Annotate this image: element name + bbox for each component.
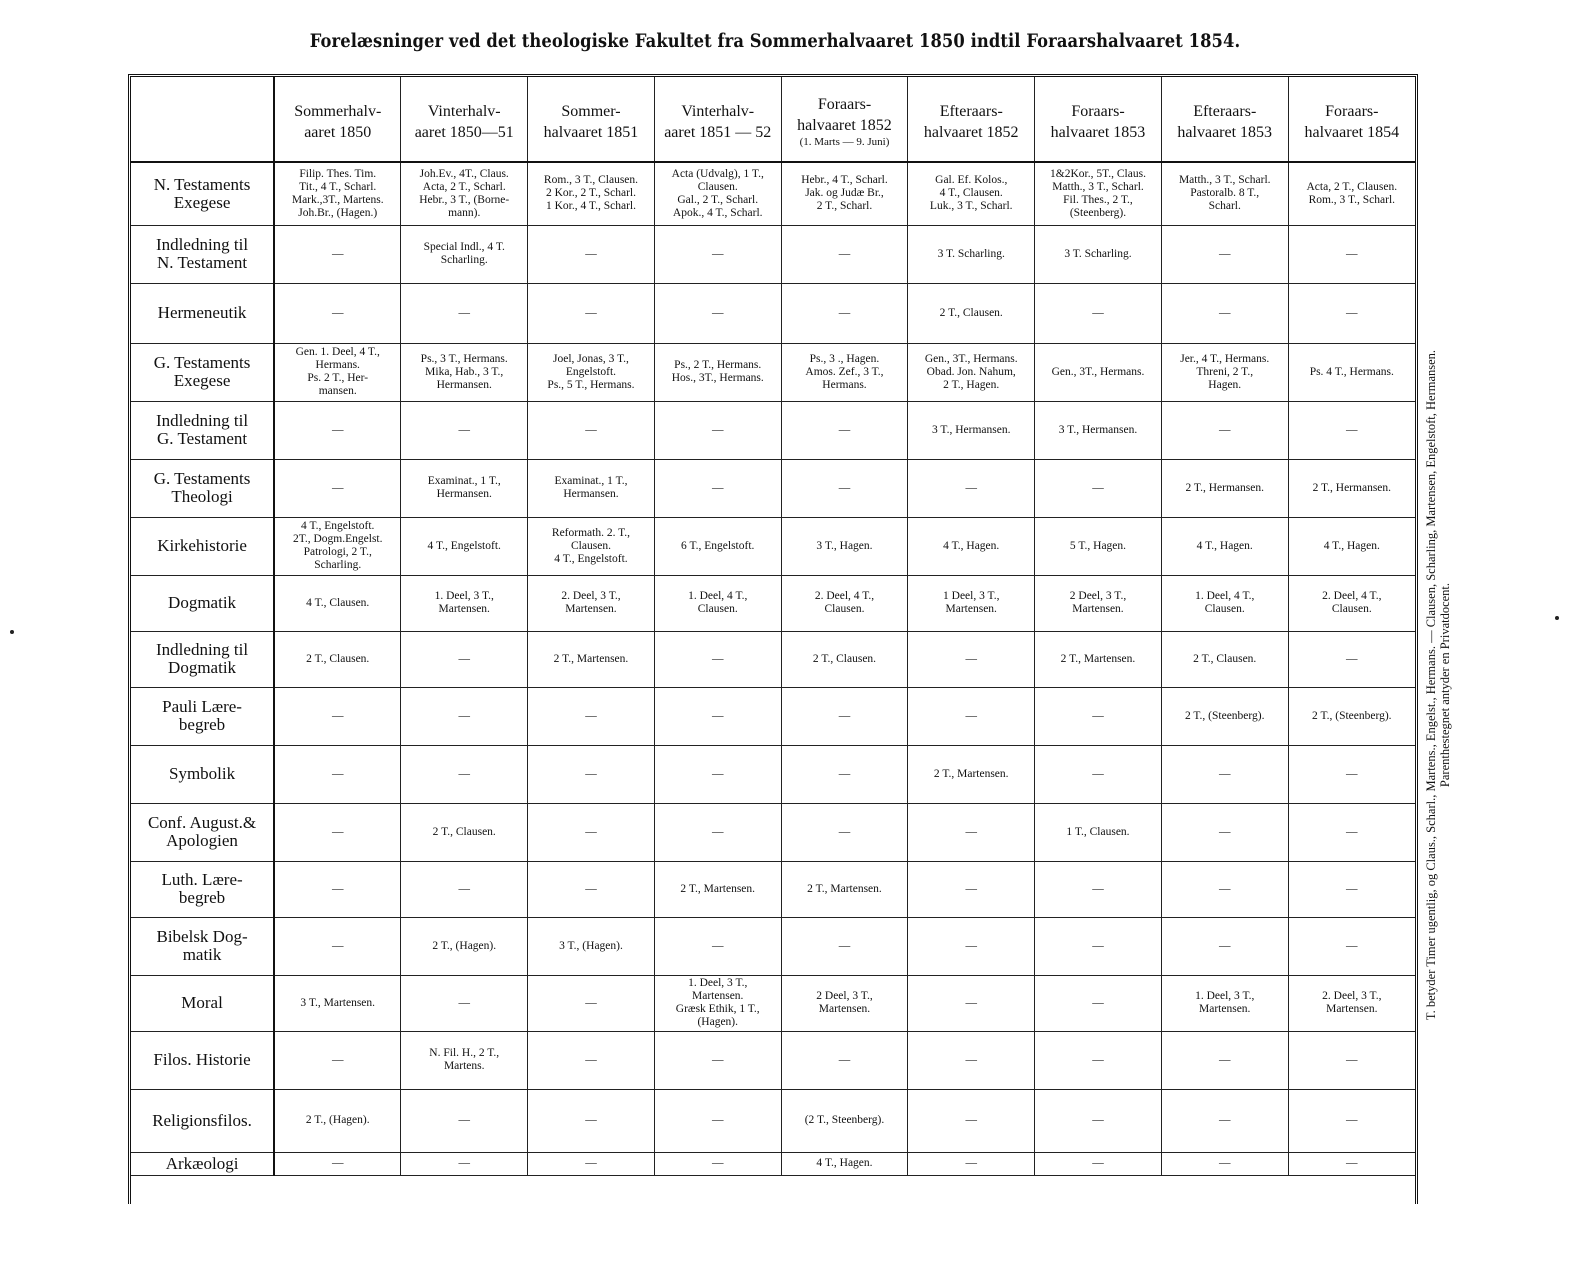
table-cell: 3 T., Hagen. xyxy=(781,517,908,575)
row-label: G. Testaments Theologi xyxy=(131,459,274,517)
table-row xyxy=(131,1089,1415,1152)
table-cell: — xyxy=(1161,401,1288,459)
table-row xyxy=(131,575,1415,631)
table-cell: 2 T., Clausen. xyxy=(908,283,1035,343)
table-cell: Acta (Udvalg), 1 T., Clausen. Gal., 2 T., Scharl. Apok., 4 T., Scharl. xyxy=(654,162,781,225)
table-cell: — xyxy=(654,1031,781,1089)
row-label: Indledning til N. Testament xyxy=(131,225,274,283)
table-cell: 1. Deel, 3 T., Martensen. xyxy=(401,575,528,631)
table-cell: — xyxy=(781,803,908,861)
table-cell: — xyxy=(1161,225,1288,283)
row-label: Kirkehistorie xyxy=(131,517,274,575)
table-cell: — xyxy=(1288,745,1415,803)
column-header-label: Foraars- halvaaret 1853 xyxy=(1050,102,1146,141)
table-cell: 2 T., Clausen. xyxy=(274,631,401,687)
table-cell: — xyxy=(528,1152,655,1175)
margin-speck xyxy=(1555,616,1559,620)
table-cell: — xyxy=(1035,1152,1162,1175)
table-cell: — xyxy=(781,459,908,517)
table-row xyxy=(131,343,1415,401)
table-cell: — xyxy=(1288,1089,1415,1152)
column-header-label: Vinterhalv- aaret 1850—51 xyxy=(414,102,514,141)
table-cell: — xyxy=(908,975,1035,1031)
table-cell: — xyxy=(654,631,781,687)
table-cell: — xyxy=(274,803,401,861)
table-cell: — xyxy=(908,1089,1035,1152)
table-cell: — xyxy=(401,1089,528,1152)
table-cell: 2 T., Clausen. xyxy=(401,803,528,861)
column-header xyxy=(654,77,781,162)
table-cell: Ps., 3 T., Hermans. Mika, Hab., 3 T., Hermansen. xyxy=(401,343,528,401)
column-header xyxy=(274,77,401,162)
column-header xyxy=(528,77,655,162)
table-cell: 2 T., Hermansen. xyxy=(1288,459,1415,517)
header-row xyxy=(131,77,1415,162)
column-header xyxy=(908,77,1035,162)
table-cell: — xyxy=(528,975,655,1031)
table-cell: — xyxy=(781,283,908,343)
table-cell: — xyxy=(401,745,528,803)
table-cell: — xyxy=(528,225,655,283)
table-cell: Matth., 3 T., Scharl. Pastoralb. 8 T., Scharl. xyxy=(1161,162,1288,225)
table-cell: — xyxy=(654,687,781,745)
table-cell: — xyxy=(1288,401,1415,459)
column-header-label: Efteraars- halvaaret 1852 xyxy=(923,102,1019,141)
margin-speck xyxy=(10,630,14,634)
table-cell: — xyxy=(401,1152,528,1175)
table-cell: — xyxy=(908,1031,1035,1089)
table-cell: 2 T., Clausen. xyxy=(781,631,908,687)
table-cell: — xyxy=(654,917,781,975)
table-cell: — xyxy=(274,917,401,975)
table-cell: — xyxy=(1161,745,1288,803)
row-label: Pauli Lære- begreb xyxy=(131,687,274,745)
table-cell: 4 T., Engelstoft. xyxy=(401,517,528,575)
table-cell: Gen. 1. Deel, 4 T., Hermans. Ps. 2 T., Her- mansen. xyxy=(274,343,401,401)
column-header-label: Sommerhalv- aaret 1850 xyxy=(294,102,382,141)
table-row xyxy=(131,631,1415,687)
column-header xyxy=(1035,77,1162,162)
table-cell: 6 T., Engelstoft. xyxy=(654,517,781,575)
page-title: Forelæsninger ved det theologiske Fakultet fra Sommerhalvaaret 1850 indtil Foraarshalvaaret 1854. xyxy=(309,30,1241,52)
table-cell: — xyxy=(1035,459,1162,517)
table-cell: 4 T., Clausen. xyxy=(274,575,401,631)
table-cell: Joh.Ev., 4T., Claus. Acta, 2 T., Scharl. Hebr., 3 T., (Borne- mann). xyxy=(401,162,528,225)
table-cell: 1. Deel, 3 T., Martensen. Græsk Ethik, 1 T., (Hagen). xyxy=(654,975,781,1031)
table-cell: — xyxy=(908,917,1035,975)
table-cell: — xyxy=(781,745,908,803)
row-label: Luth. Lære- begreb xyxy=(131,861,274,917)
table-cell: — xyxy=(1288,283,1415,343)
table-cell: — xyxy=(401,861,528,917)
table-cell: Acta, 2 T., Clausen. Rom., 3 T., Scharl. xyxy=(1288,162,1415,225)
row-label: Moral xyxy=(131,975,274,1031)
table-row xyxy=(131,283,1415,343)
table-cell: Reformath. 2. T., Clausen. 4 T., Engelstoft. xyxy=(528,517,655,575)
row-label: Religionsfilos. xyxy=(131,1089,274,1152)
table-cell: — xyxy=(781,1031,908,1089)
table-row xyxy=(131,975,1415,1031)
table-cell: 2 T., Martensen. xyxy=(781,861,908,917)
table-cell: 2 T., Hermansen. xyxy=(1161,459,1288,517)
column-header-label: Foraars- halvaaret 1852 xyxy=(797,96,892,134)
table-cell: — xyxy=(401,975,528,1031)
table-row xyxy=(131,861,1415,917)
table-cell: 3 T., Martensen. xyxy=(274,975,401,1031)
table-cell: — xyxy=(274,745,401,803)
table-cell: 3 T., (Hagen). xyxy=(528,917,655,975)
table-cell: — xyxy=(528,687,655,745)
table-cell: (2 T., Steenberg). xyxy=(781,1089,908,1152)
table-cell: Gen., 3T., Hermans. Obad. Jon. Nahum, 2 T., Hagen. xyxy=(908,343,1035,401)
table-row xyxy=(131,917,1415,975)
column-header-label: Sommer- halvaaret 1851 xyxy=(543,102,639,141)
table-cell: 4 T., Hagen. xyxy=(1161,517,1288,575)
table-cell: — xyxy=(1161,283,1288,343)
table-cell: — xyxy=(401,631,528,687)
table-cell: — xyxy=(654,803,781,861)
table-cell: — xyxy=(908,631,1035,687)
table-row xyxy=(131,1031,1415,1089)
table-cell: Filip. Thes. Tim. Tit., 4 T., Scharl. Mark.,3T., Martens. Joh.Br., (Hagen.) xyxy=(274,162,401,225)
table-cell: — xyxy=(401,401,528,459)
table-row xyxy=(131,401,1415,459)
table-cell: — xyxy=(274,1031,401,1089)
table-row xyxy=(131,459,1415,517)
column-header-label: Vinterhalv- aaret 1851 — 52 xyxy=(664,102,772,141)
table-cell: — xyxy=(1288,225,1415,283)
table-cell: 2 T., Martensen. xyxy=(528,631,655,687)
table-cell: — xyxy=(654,401,781,459)
table-cell: — xyxy=(274,861,401,917)
table-cell: 1&2Kor., 5T., Claus. Matth., 3 T., Scharl. Fil. Thes., 2 T., (Steenberg). xyxy=(1035,162,1162,225)
table-cell: — xyxy=(654,225,781,283)
table-cell: — xyxy=(654,1152,781,1175)
table-cell: — xyxy=(274,1152,401,1175)
table-cell: 3 T., Hermansen. xyxy=(1035,401,1162,459)
table-cell: 2 Deel, 3 T., Martensen. xyxy=(781,975,908,1031)
column-header xyxy=(401,77,528,162)
table-cell: — xyxy=(1035,1089,1162,1152)
table-cell: 3 T. Scharling. xyxy=(908,225,1035,283)
table-cell: — xyxy=(528,861,655,917)
column-header-label: Foraars- halvaaret 1854 xyxy=(1304,102,1400,141)
table-cell: Jer., 4 T., Hermans. Threni, 2 T., Hagen. xyxy=(1161,343,1288,401)
table-cell: — xyxy=(908,861,1035,917)
table-cell: 1. Deel, 3 T., Martensen. xyxy=(1161,975,1288,1031)
table-cell: Examinat., 1 T., Hermansen. xyxy=(528,459,655,517)
table-cell: — xyxy=(528,283,655,343)
table-cell: — xyxy=(274,225,401,283)
table-cell: — xyxy=(908,687,1035,745)
table-cell: 4 T., Hagen. xyxy=(781,1152,908,1175)
table-cell: 5 T., Hagen. xyxy=(1035,517,1162,575)
table-cell: 2 T., (Steenberg). xyxy=(1288,687,1415,745)
table-cell: 4 T., Hagen. xyxy=(1288,517,1415,575)
table-cell: 2 T., (Hagen). xyxy=(274,1089,401,1152)
table-cell: — xyxy=(1288,1152,1415,1175)
table-cell: 4 T., Engelstoft. 2T., Dogm.Engelst. Patrologi, 2 T., Scharling. xyxy=(274,517,401,575)
table-cell: Ps., 3 ., Hagen. Amos. Zef., 3 T., Hermans. xyxy=(781,343,908,401)
row-label: G. Testaments Exegese xyxy=(131,343,274,401)
row-label: Hermeneutik xyxy=(131,283,274,343)
table-cell: — xyxy=(401,687,528,745)
table-row xyxy=(131,745,1415,803)
table-cell: — xyxy=(1161,803,1288,861)
table-cell: — xyxy=(908,459,1035,517)
row-label: N. Testaments Exegese xyxy=(131,162,274,225)
row-label: Dogmatik xyxy=(131,575,274,631)
column-header-label: Efteraars- halvaaret 1853 xyxy=(1177,102,1273,141)
table-cell: 2. Deel, 4 T., Clausen. xyxy=(1288,575,1415,631)
table-cell: Hebr., 4 T., Scharl. Jak. og Judæ Br., 2 T., Scharl. xyxy=(781,162,908,225)
row-label: Filos. Historie xyxy=(131,1031,274,1089)
table-cell: — xyxy=(528,1031,655,1089)
table-cell: — xyxy=(654,1089,781,1152)
table-cell: — xyxy=(1161,917,1288,975)
table-cell: Joel, Jonas, 3 T., Engelstoft. Ps., 5 T., Hermans. xyxy=(528,343,655,401)
table-row xyxy=(131,687,1415,745)
table-cell: — xyxy=(1288,803,1415,861)
table-row xyxy=(131,225,1415,283)
table-cell: — xyxy=(781,687,908,745)
table-cell: — xyxy=(528,803,655,861)
row-label: Indledning til G. Testament xyxy=(131,401,274,459)
table-cell: Ps., 2 T., Hermans. Hos., 3T., Hermans. xyxy=(654,343,781,401)
table-cell: — xyxy=(274,401,401,459)
table-cell: — xyxy=(1035,687,1162,745)
table-cell: — xyxy=(1161,1031,1288,1089)
table-cell: — xyxy=(1035,975,1162,1031)
table-cell: — xyxy=(908,803,1035,861)
table-row xyxy=(131,803,1415,861)
table-cell: Special Indl., 4 T. Scharling. xyxy=(401,225,528,283)
table-cell: — xyxy=(654,745,781,803)
table-cell: 3 T. Scharling. xyxy=(1035,225,1162,283)
table-cell: — xyxy=(528,1089,655,1152)
table-cell: 2 T., Martensen. xyxy=(654,861,781,917)
table-cell: — xyxy=(1035,745,1162,803)
table-cell: — xyxy=(274,459,401,517)
table-cell: — xyxy=(1288,861,1415,917)
table-cell: — xyxy=(1035,917,1162,975)
table-cell: — xyxy=(274,283,401,343)
table-cell: 2 Deel, 3 T., Martensen. xyxy=(1035,575,1162,631)
table-cell: — xyxy=(1035,1031,1162,1089)
lecture-table xyxy=(131,77,1415,1176)
table-cell: 2 T., Clausen. xyxy=(1161,631,1288,687)
lecture-table-frame xyxy=(128,74,1418,1204)
table-cell: 4 T., Hagen. xyxy=(908,517,1035,575)
table-row xyxy=(131,1152,1415,1175)
table-cell: — xyxy=(1161,1152,1288,1175)
row-label: Bibelsk Dog- matik xyxy=(131,917,274,975)
table-cell: — xyxy=(528,401,655,459)
table-cell: 1. Deel, 4 T., Clausen. xyxy=(654,575,781,631)
footnote-vertical: T. betyder Timer ugentlig, og Claus., Scharl., Martens., Engelst., Hermans. — Clausen, Scharling, Martensen, Engelstoft, Hermansen. Parenthestegnet antyder en Privatdocent. xyxy=(1424,349,1452,1021)
table-cell: — xyxy=(401,283,528,343)
table-cell: — xyxy=(1035,283,1162,343)
table-cell: — xyxy=(274,687,401,745)
column-header-subtitle: (1. Marts — 9. Juni) xyxy=(799,136,890,148)
column-header xyxy=(1288,77,1415,162)
column-header xyxy=(781,77,908,162)
row-label: Indledning til Dogmatik xyxy=(131,631,274,687)
row-label: Conf. August.& Apologien xyxy=(131,803,274,861)
table-cell: 2 T., Martensen. xyxy=(1035,631,1162,687)
table-cell: 2. Deel, 4 T., Clausen. xyxy=(781,575,908,631)
table-cell: 1 Deel, 3 T., Martensen. xyxy=(908,575,1035,631)
table-cell: — xyxy=(1161,1089,1288,1152)
table-cell: 2 T., (Hagen). xyxy=(401,917,528,975)
table-cell: — xyxy=(1288,631,1415,687)
table-cell: Examinat., 1 T., Hermansen. xyxy=(401,459,528,517)
row-label: Arkæologi xyxy=(131,1152,274,1175)
table-cell: N. Fil. H., 2 T., Martens. xyxy=(401,1031,528,1089)
table-cell: — xyxy=(528,745,655,803)
table-cell: — xyxy=(654,283,781,343)
table-row xyxy=(131,517,1415,575)
table-cell: — xyxy=(781,401,908,459)
corner-cell xyxy=(131,77,274,162)
table-row xyxy=(131,162,1415,225)
table-cell: 1 T., Clausen. xyxy=(1035,803,1162,861)
table-cell: 2. Deel, 3 T., Martensen. xyxy=(528,575,655,631)
row-label: Symbolik xyxy=(131,745,274,803)
table-cell: Rom., 3 T., Clausen. 2 Kor., 2 T., Scharl. 1 Kor., 4 T., Scharl. xyxy=(528,162,655,225)
table-cell: 1. Deel, 4 T., Clausen. xyxy=(1161,575,1288,631)
table-cell: 3 T., Hermansen. xyxy=(908,401,1035,459)
table-cell: — xyxy=(1035,861,1162,917)
table-cell: — xyxy=(908,1152,1035,1175)
table-cell: — xyxy=(654,459,781,517)
table-cell: — xyxy=(781,225,908,283)
table-cell: — xyxy=(1288,917,1415,975)
table-cell: 2 T., Martensen. xyxy=(908,745,1035,803)
column-header xyxy=(1161,77,1288,162)
table-cell: 2. Deel, 3 T., Martensen. xyxy=(1288,975,1415,1031)
table-cell: — xyxy=(781,917,908,975)
table-cell: — xyxy=(1288,1031,1415,1089)
table-cell: Gen., 3T., Hermans. xyxy=(1035,343,1162,401)
table-cell: Ps. 4 T., Hermans. xyxy=(1288,343,1415,401)
table-cell: 2 T., (Steenberg). xyxy=(1161,687,1288,745)
table-cell: Gal. Ef. Kolos., 4 T., Clausen. Luk., 3 T., Scharl. xyxy=(908,162,1035,225)
table-cell: — xyxy=(1161,861,1288,917)
